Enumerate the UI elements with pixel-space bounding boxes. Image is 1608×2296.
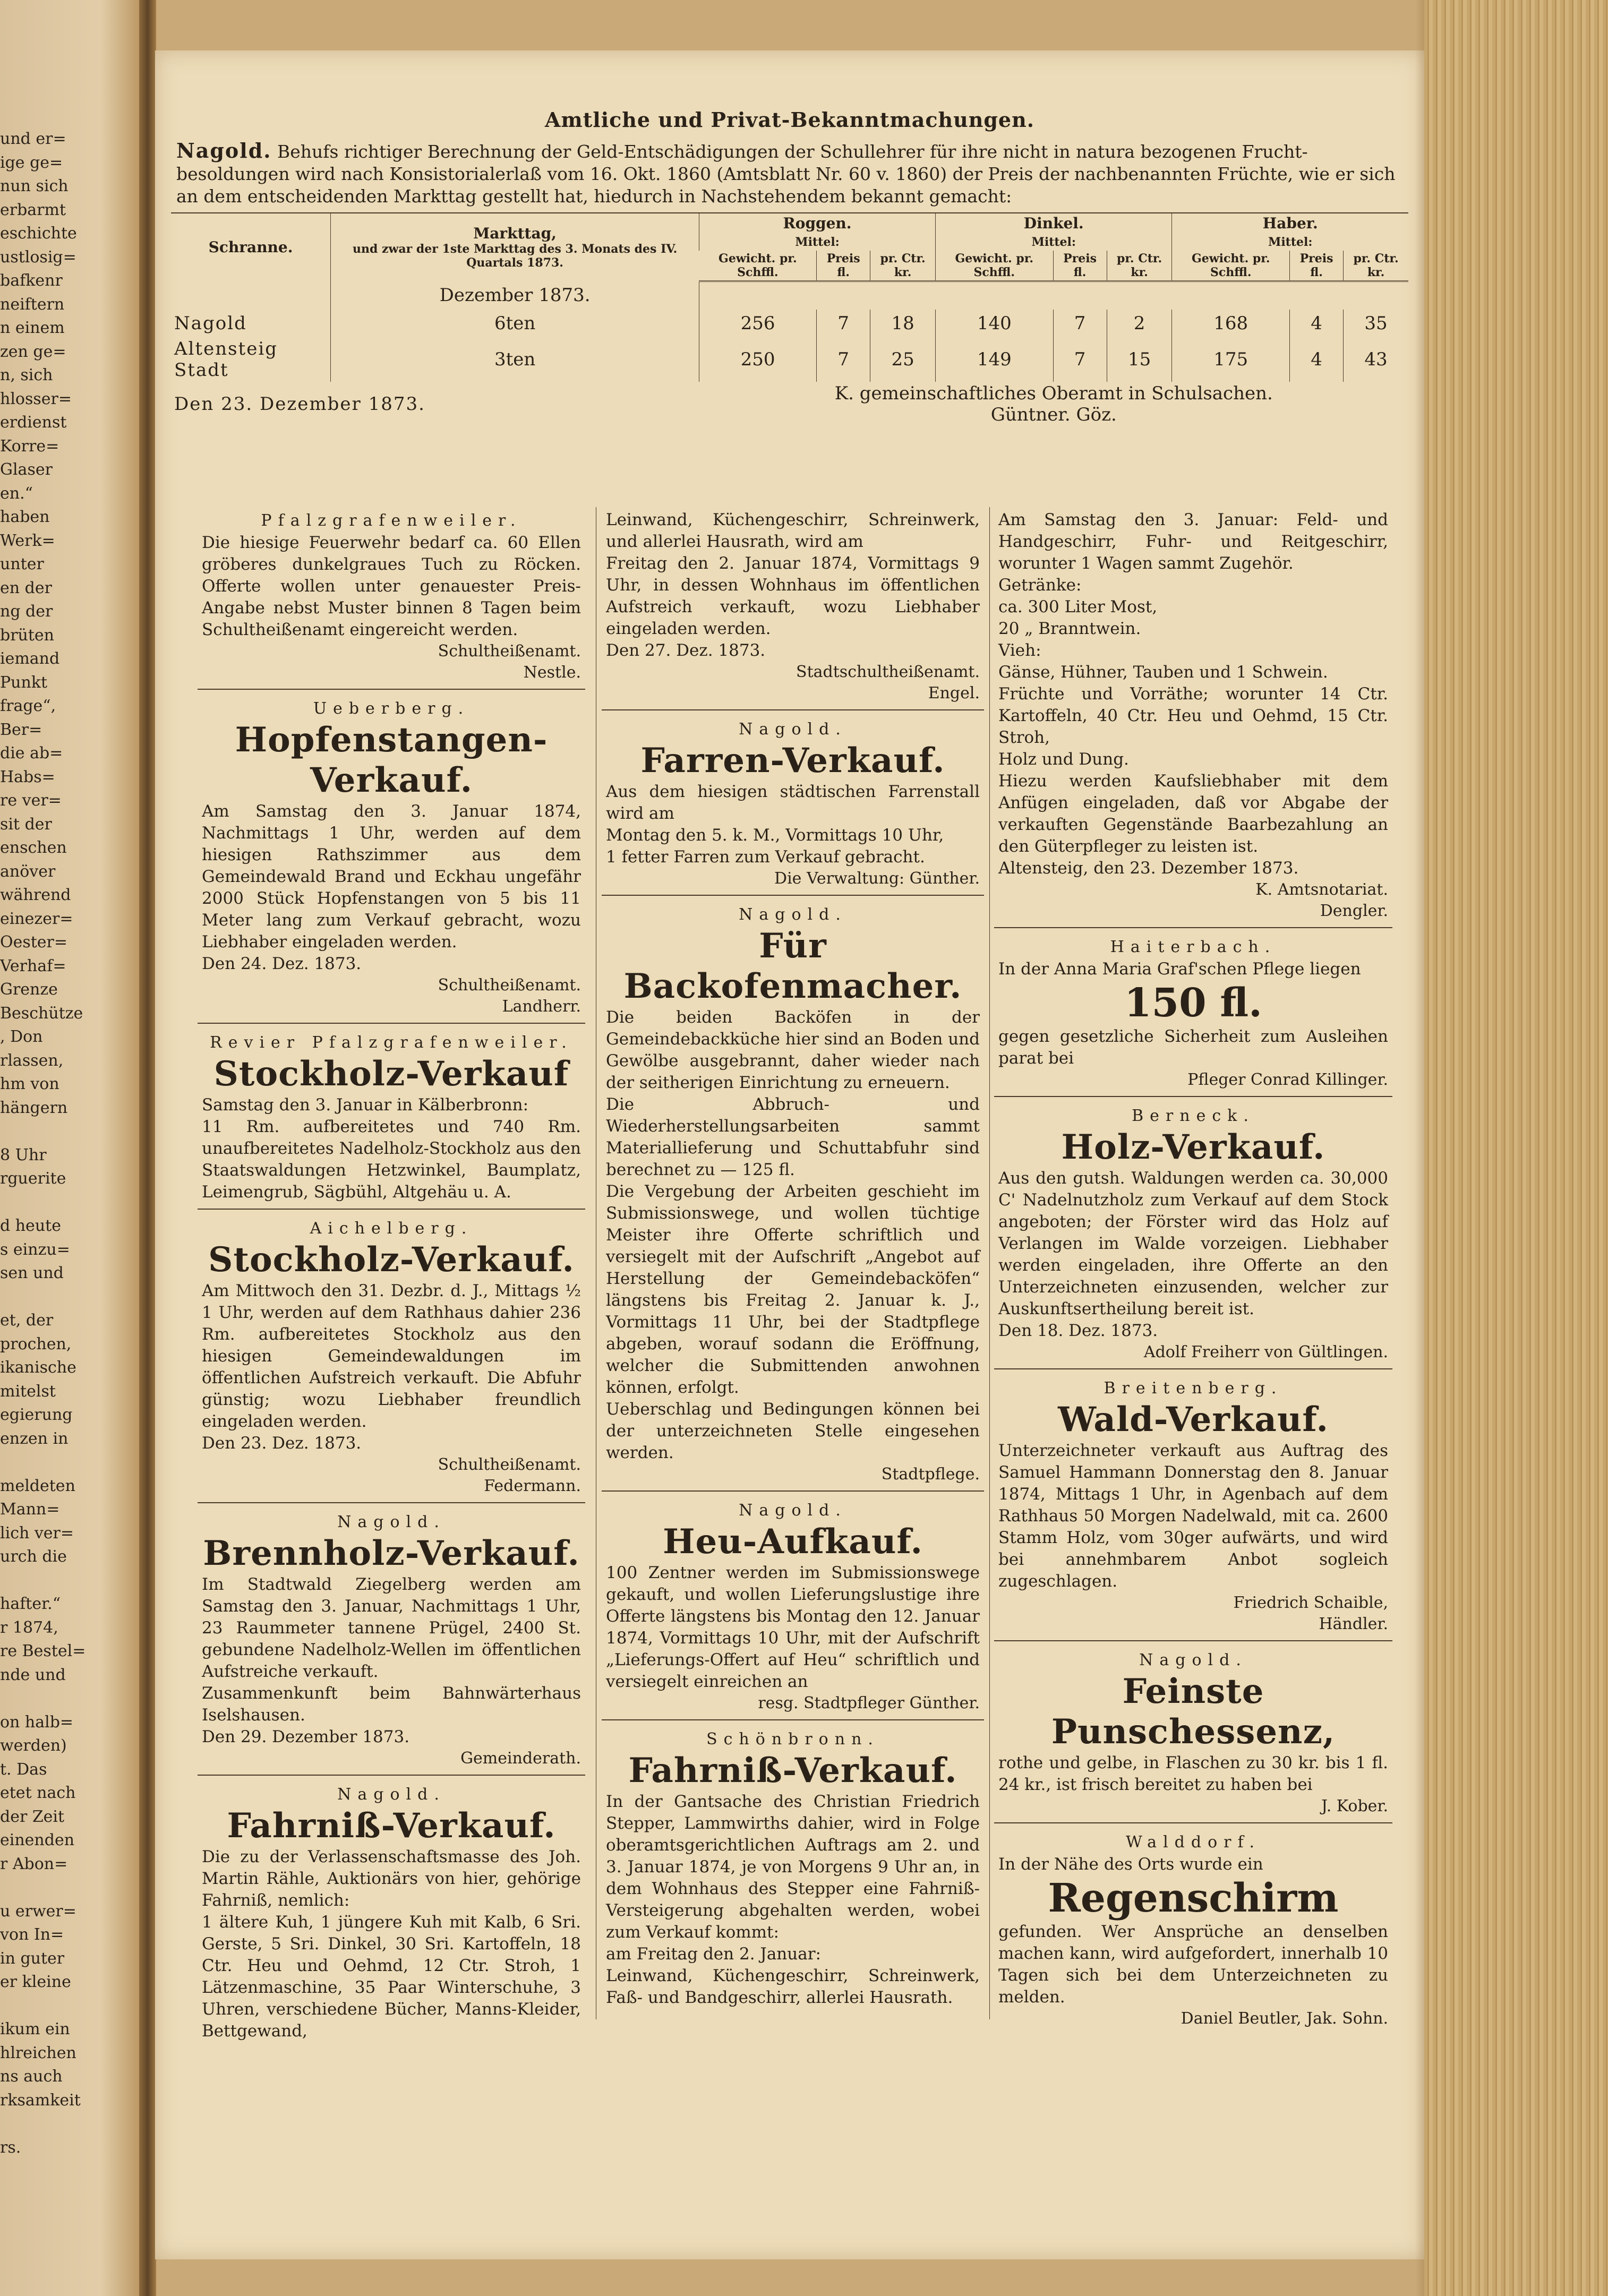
ad-signature: Daniel Beutler, Jak. Sohn. [1181,2009,1388,2028]
left-fragment-line: nun sich [0,177,69,195]
ad-body: Unterzeichneter verkauft aus Auftrag des Samuel Hammann Donnerstag den 8. Januar 1874, Mittags 1 Uhr, in Agenbach auf dem Rathhaus 50 Morgen Nadelwald, mit ca. 2600 Stamm Holz, vom 30ger aufwärts, und wird bei annehmbarem Anbot sogleich zugeschlagen. [998,1441,1388,1591]
table-body [171,281,1408,427]
table-subheader-cell: pr. Ctr. kr. [870,251,936,281]
th-markttag-label: Markttag, [473,225,557,243]
left-fragment-line: hlosser= [0,389,72,408]
column-3 [994,507,1392,2040]
left-fragment-line: ng der [0,602,53,621]
left-fragment-line: mitelst [0,1382,56,1401]
ad-place: Nagold. [739,905,847,924]
table-cell: 175 [1172,337,1290,382]
ad-body: Die zu der Verlassenschaftsmasse des Joh. Martin Rähle, Auktionärs von hier, gehörige Fahrniß, nemlich: 1 ältere Kuh, 1 jüngere Kuh mit Kalb, 6 Sri. Gerste, 5 Sri. Dinkel, 30 Sri. Kartoffeln, 18 Ctr. Heu und Oehmd, 12 Ctr. Stroh, 1 Lätzenmaschine, 35 Paar Winterschuhe, 3 Uhren, verschiedene Bücher, Manns-Kleider, Bettgewand, [202,1847,581,2041]
left-fragment-line: eschichte [0,224,77,243]
advertisement [198,695,585,1024]
left-fragment-line: hängern [0,1098,68,1117]
table-subheader-cell: pr. Ctr. kr. [1107,251,1172,281]
left-fragment-line: ikanische [0,1358,76,1377]
advertisement [994,933,1392,1097]
ad-headline: Farren-Verkauf. [640,741,945,781]
table-cell: 7 [1053,337,1107,382]
ad-headline: Brennholz-Verkauf. [203,1533,580,1573]
intro-place: Nagold. [176,139,272,162]
table-subheader-cell: Gewicht. pr. Schffl. [1172,251,1290,281]
book-gutter [139,0,156,2296]
left-fragment-line: in guter [0,1949,65,1968]
table-cell: 149 [936,337,1054,382]
ad-body: Leinwand, Küchengeschirr, Schreinwerk, und allerlei Hausrath, wird am Freitag den 2. Januar 1874, Vormittags 9 Uhr, in dessen Wohnhaus im öffentlichen Aufstreich verkauft, wozu Liebhaber eingeladen werden. Den 27. Dez. 1873. [606,510,980,660]
ad-headline: Stockholz-Verkauf [213,1054,569,1094]
advertisement [198,507,585,690]
ad-signature: Schultheißenamt. Federmann. [438,1455,581,1495]
ad-headline: Für Backofenmacher. [623,926,962,1006]
left-page-fragment [0,0,143,2296]
ad-signature: Stadtschultheißenamt. Engel. [796,663,980,702]
ad-signature: resg. Stadtpfleger Günther. [758,1694,980,1712]
left-fragment-line: 8 Uhr [0,1145,47,1164]
ad-body: rothe und gelbe, in Flaschen zu 30 kr. bis 1 fl. 24 kr., ist frisch bereitet zu haben bei [998,1753,1388,1794]
table-cell: 2 [1107,310,1172,337]
ad-body: Samstag den 3. Januar in Kälberbronn: 11 Rm. aufbereitetes und 740 Rm. unaufbereitetes Nadelholz-Stockholz aus den Staatswaldungen Hetzwinkel, Baumplatz, Leimengrub, Sägbühl, Altgehäu u. A. [202,1095,581,1202]
left-fragment-line: rlassen, [0,1051,64,1070]
ad-signature: Friedrich Schaible, Händler. [1233,1594,1388,1633]
left-fragment-line: rs. [0,2138,21,2157]
intro-paragraph [176,140,1403,208]
left-fragment-line: der Zeit [0,1807,65,1826]
left-fragment-line: s einzu= [0,1240,70,1259]
left-fragment-line: ns auch [0,2067,63,2086]
left-fragment-line: Punkt [0,673,48,692]
left-fragment-line: Grenze [0,980,58,999]
ad-place: Aichelberg. [310,1219,473,1238]
left-fragment-line [0,1451,133,1475]
left-fragment-line: hafter.“ [0,1595,61,1613]
left-fragment-line: Werk= [0,531,55,550]
newspaper-page [155,50,1424,2259]
left-fragment-line: frage“, [0,697,56,715]
left-fragment-line: , Don [0,1027,43,1046]
left-fragment-line: iemand [0,649,60,668]
left-fragment-line: er kleine [0,1973,71,1991]
column-2 [596,507,990,2019]
ad-signature: J. Kober. [1321,1797,1388,1815]
left-fragment-line: neiftern [0,295,65,314]
ad-place: Revier Pfalzgrafenweiler. [210,1033,573,1052]
table-subheader-cell: pr. Ctr. kr. [1344,251,1408,281]
table-subheader-cell: Preis fl. [1289,251,1343,281]
left-fragment-line: meldeten [0,1476,75,1495]
advertisement [994,1375,1392,1641]
ad-place: Nagold. [337,1513,446,1531]
advertisement [994,1647,1392,1823]
table-cell: Nagold [174,313,247,334]
ad-place: Berneck. [1132,1107,1255,1125]
ad-body: Am Samstag den 3. Januar 1874, Nachmittags 1 Uhr, werden auf dem hiesigen Rathszimmer aus dem Gemeindewald Brand und Eckhau ungefähr 2000 Stück Hopfenstangen von 5 bis 11 Meter lang zum Verkauf gebracht, wozu Liebhaber eingeladen werden. Den 24. Dez. 1873. [202,802,581,973]
table-cell: 7 [817,337,870,382]
table-row [171,337,1408,382]
left-fragment-line: erbarmt [0,200,66,219]
ad-body-continued: gefunden. Wer Ansprüche an denselben machen kann, wird aufgefordert, innerhalb 10 Tagen sich bei dem Unterzeichneten zu melden. [998,1922,1388,2007]
left-fragment-line: on halb= [0,1712,74,1732]
ad-headline: Stockholz-Verkauf. [208,1240,575,1280]
left-fragment-line: re Bestel= [0,1642,86,1660]
section-title: Amtliche und Privat-Bekanntmachungen. [545,108,1034,132]
table-cell: 4 [1289,337,1343,382]
ad-body: Am Samstag den 3. Januar: Feld- und Handgeschirr, Fuhr- und Reitgeschirr, worunter 1 Wagen sammt Zugehör. Getränke: ca. 300 Liter Most, 20 „ Branntwein. Vieh: Gänse, Hühner, Tauben und 1 Schwein. Früchte und Vorräthe; worunter 14 Ctr. Kartoffeln, 40 Ctr. Heu und Oehmd, 15 Ctr. Stroh, Holz und Dung. Hiezu werden Kaufsliebhaber mit dem Anfügen eingeladen, daß vor Abgabe der verkauften Gegenstände Baarbezahlung an den Güterpfleger zu leisten ist. Altensteig, den 23. Dezember 1873. [998,510,1388,878]
left-fragment-line: r 1874, [0,1618,58,1637]
left-fragment-line: Korre= [0,436,59,456]
advertisement [994,1102,1392,1369]
left-fragment-line: nde und [0,1665,66,1684]
advertisement [994,1829,1392,2035]
left-fragment-line: rksamkeit [0,2091,81,2110]
ad-big-text: Regenschirm [1048,1875,1339,1921]
advertisement [602,507,984,710]
table-cell: 168 [1172,310,1290,337]
left-fragment-line: enzen in [0,1429,69,1448]
advertisement [994,507,1392,928]
table-row [171,281,1408,310]
table-cell: 25 [870,337,936,382]
left-fragment-line: en.“ [0,484,33,503]
left-fragment-line: bafkenr [0,271,63,290]
ad-body: Im Stadtwald Ziegelberg werden am Samstag den 3. Januar, Nachmittags 1 Uhr, 23 Raummeter tannene Prügel, 2400 St. gebundene Nadelholz-Wellen im öffentlichen Aufstreiche verkauft. Zusammenkunft beim Bahnwärterhaus Iselshausen. Den 29. Dezember 1873. [202,1575,581,1746]
left-fragment-line [0,1569,133,1593]
th-roggen: Roggen. Mittel: [699,213,936,251]
ad-signature: Gemeinderath. [460,1749,581,1768]
ad-place: Nagold. [739,1501,847,1520]
ad-headline: Fahrniß-Verkauf. [227,1806,556,1846]
advertisement [198,1029,585,1210]
left-fragment-line: re ver= [0,791,62,810]
ad-headline: Wald-Verkauf. [1058,1400,1329,1440]
left-fragment-line: anöver [0,862,56,881]
ad-headline: Heu-Aufkauf. [663,1522,923,1562]
ad-signature: K. Amtsnotariat. Dengler. [1255,880,1388,920]
ad-place: Schönbronn. [706,1730,879,1749]
left-fragment-line: en der [0,578,52,597]
left-fragment-line: Ber= [0,720,42,739]
left-fragment-line: egierung [0,1406,73,1424]
left-fragment-line: sen und [0,1264,64,1282]
left-fragment-line [0,1286,133,1309]
table-cell: 15 [1107,337,1172,382]
left-fragment-line: sit der [0,815,52,834]
ad-headline: Holz-Verkauf. [1061,1127,1325,1167]
left-fragment-line: rguerite [0,1169,66,1188]
left-fragment-line: ige ge= [0,153,63,172]
ad-body: Am Mittwoch den 31. Dezbr. d. J., Mittags ½ 1 Uhr, werden auf dem Rathhaus dahier 236 Rm. aufbereitetes Stockholz aus den hiesigen Gemeindewaldungen im öffentlichen Aufstreich verkauft. Die Abfuhr günstig; wozu Liebhaber freundlich eingeladen werden. Den 23. Dez. 1873. [202,1281,581,1453]
left-page-text [0,127,133,2160]
left-fragment-line: Verhaf= [0,956,66,975]
table-cell: 7 [817,310,870,337]
left-fragment-line [0,1876,133,1900]
left-fragment-line [0,1687,133,1711]
advertisement [602,1726,984,2014]
left-fragment-line: u erwer= [0,1901,76,1921]
ad-signature: Schultheißenamt. Landherr. [438,976,581,1016]
left-fragment-line: r Abon= [0,1854,68,1873]
ad-body: In der Anna Maria Graf'schen Pflege liegen [998,959,1361,979]
left-fragment-line: zen ge= [0,342,66,361]
ad-body: Aus den gutsh. Waldungen werden ca. 30,000 C' Nadelnutzholz zum Verkauf auf dem Stock angeboten; der Förster wird das Holz auf Verlangen im Walde vorzeigen. Liebhaber werden eingeladen, ihre Offerte an den Unterzeichneten einzusenden, welcher zur Auskunftsertheilung bereit ist. Den 18. Dez. 1873. [998,1169,1388,1340]
ad-body: Aus dem hiesigen städtischen Farrenstall wird am Montag den 5. k. M., Vormittags 10 Uhr, 1 fetter Farren zum Verkauf gebracht. [606,782,980,867]
ad-signature: Schultheißenamt. Nestle. [438,642,581,682]
left-fragment-line: et, der [0,1311,54,1330]
left-fragment-line: etet nach [0,1784,76,1802]
left-fragment-line: hlreichen [0,2043,76,2062]
ad-signature: Die Verwaltung: Günther. [774,869,980,888]
table-cell: Altensteig Stadt [174,338,278,381]
ad-place: Nagold. [337,1785,446,1804]
left-fragment-line: Oester= [0,933,68,952]
ad-headline: Feinste Punschessenz, [1051,1672,1336,1752]
table-cell: 3ten [331,337,699,382]
table-row [171,310,1408,337]
left-fragment-line: d heute [0,1216,61,1235]
table-cell: 35 [1344,310,1408,337]
left-fragment-line: und er= [0,130,66,148]
left-fragment-line: ustlosig= [0,247,76,267]
th-markttag [331,213,699,281]
left-fragment-line: Glaser [0,460,53,479]
table-cell: 43 [1344,337,1408,382]
table-month: Dezember 1873. [331,281,699,310]
left-fragment-line: die ab= [0,744,63,763]
table-subheader-cell: Preis fl. [817,251,870,281]
left-fragment-line: unter [0,555,44,573]
left-fragment-line: lich ver= [0,1523,74,1543]
ad-body: In der Nähe des Orts wurde ein [998,1855,1263,1874]
table-footer: Den 23. Dezember 1873. K. gemeinschaftliches Oberamt in Schulsachen. Güntner. Göz. [174,383,1273,425]
ad-signature: Pfleger Conrad Killinger. [1187,1070,1388,1089]
ad-body: Die hiesige Feuerwehr bedarf ca. 60 Ellen gröberes dunkelgraues Tuch zu Röcken. Offerte wollen unter genauester Preis-Angabe nebst Muster binnen 8 Tagen beim Schultheißenamt eingereicht werden. [202,533,581,639]
ad-headline: Hopfenstangen-Verkauf. [235,720,548,800]
ad-place: Walddorf. [1125,1833,1261,1852]
ad-body: 100 Zentner werden im Submissionswege gekauft, und wollen Lieferungslustige ihre Offerte längstens bis Montag den 12. Januar 1874, Vormittags 10 Uhr, mit der Aufschrift „Lieferungs-Offert auf Heu“ schriftlich und versiegelt einreichen an [606,1563,980,1691]
book-binding-edge [1424,0,1608,2296]
th-schranne: Schranne. [171,213,331,281]
table-subheader-cell: Preis fl. [1053,251,1107,281]
ad-place: Haiterbach. [1110,938,1277,956]
advertisement [198,1781,585,2047]
table-cell: 6ten [331,310,699,337]
advertisement [602,1497,984,1720]
left-fragment-line: n einem [0,319,65,337]
ad-headline: Fahrniß-Verkauf. [628,1751,957,1790]
ad-place: Breitenberg. [1104,1379,1283,1398]
left-fragment-line [0,1120,133,1144]
left-fragment-line: von In= [0,1925,64,1944]
column-1 [198,507,585,2053]
table-cell: 18 [870,310,936,337]
advertisement [198,1509,585,1776]
left-fragment-line: erdienst [0,413,67,432]
left-fragment-line: Habs= [0,767,55,786]
ad-place: Nagold. [1139,1651,1247,1669]
ad-big-text: 150 fl. [1124,980,1262,1026]
th-dinkel: Dinkel. Mittel: [936,213,1172,251]
table-cell: 250 [699,337,817,382]
left-fragment-line: hm von [0,1075,59,1093]
left-fragment-line: n, sich [0,366,53,384]
left-fragment-line: enschen [0,838,67,857]
left-fragment-line: während [0,886,71,904]
table-cell: 7 [1053,310,1107,337]
left-fragment-line [0,1191,133,1215]
left-fragment-line: Mann= [0,1500,60,1519]
left-fragment-line [0,1994,133,2018]
table-cell: 140 [936,310,1054,337]
ad-body-continued: gegen gesetzliche Sicherheit zum Ausleihen parat bei [998,1027,1388,1068]
table-cell: 256 [699,310,817,337]
intro-text: Behufs richtiger Berechnung der Geld-Entschädigungen der Schullehrer für ihre nicht in natura bezogenen Frucht-besoldungen wird nach Konsistorialerlaß vom 16. Okt. 1860 (Amtsblatt Nr. 60 v. 1860) der Preis der nachbenannten Früchte, wie er sich an dem entscheidenden Markttag gestellt hat, hiedurch in Nachstehendem bekannt gemacht: [176,141,1396,207]
left-fragment-line: werden) [0,1736,67,1755]
left-fragment-line: einenden [0,1831,75,1849]
ad-place: Nagold. [739,720,847,739]
ad-place: Ueberberg. [313,699,470,718]
ad-body: In der Gantsache des Christian Friedrich Stepper, Lammwirths dahier, wird in Folge oberamtsgerichtlichen Auftrags am 2. und 3. Januar 1874, je von Morgens 9 Uhr an, in dem Wohnhaus des Stepper eine Fahrniß-Versteigerung abgehalten werden, wobei zum Verkauf kommt: am Freitag den 2. Januar: Leinwand, Küchengeschirr, Schreinwerk, Faß- und Bandgeschirr, allerlei Hausrath. [606,1792,980,2007]
ad-place: Pfalzgrafenweiler. [261,511,522,530]
th-haber: Haber. Mittel: [1172,213,1408,251]
left-fragment-line: einezer= [0,909,73,928]
ad-signature: Adolf Freiherr von Gültlingen. [1143,1343,1388,1361]
th-markttag-sub: und zwar der 1ste Markttag des 3. Monats des IV. Quartals 1873. [352,242,678,270]
left-fragment-line: prochen, [0,1334,72,1353]
table-subheader-cell: Gewicht. pr. Schffl. [936,251,1054,281]
left-fragment-line: ikum ein [0,2020,70,2038]
advertisement [602,716,984,896]
advertisement [602,901,984,1492]
table-subheader-cell: Gewicht. pr. Schffl. [699,251,817,281]
table-cell: 4 [1289,310,1343,337]
left-fragment-line: Beschütze [0,1004,83,1023]
left-fragment-line [0,2112,133,2136]
grain-price-table [171,212,1408,426]
advertisement [198,1215,585,1503]
ad-signature: Stadtpflege. [881,1465,980,1484]
left-fragment-line: haben [0,508,50,526]
ad-body: Die beiden Backöfen in der Gemeindebackküche hier sind an Boden und Gewölbe ausgebrannt, daher wieder nach der seitherigen Einrichtung zu erneuern. Die Abbruch- und Wiederherstellungsarbeiten sammt Materiallieferung und Schuttabfuhr sind berechnet zu — 125 fl. Die Vergebung der Arbeiten geschieht im Submissionswege, und wollen tüchtige Meister ihre Offerte schriftlich und versiegelt mit der Aufschrift „Angebot auf Herstellung der Gemeindebacköfen“ längstens bis Freitag 2. Januar k. J., Vormittags 11 Uhr, bei der Stadtpflege abgeben, worauf sodann die Eröffnung, welcher die Submittenden anwohnen können, erfolgt. Ueberschlag und Bedingungen können bei der unterzeichneten Stelle eingesehen werden. [606,1008,980,1462]
left-fragment-line: urch die [0,1547,67,1566]
left-fragment-line: t. Das [0,1760,47,1779]
left-fragment-line: brüten [0,626,54,645]
